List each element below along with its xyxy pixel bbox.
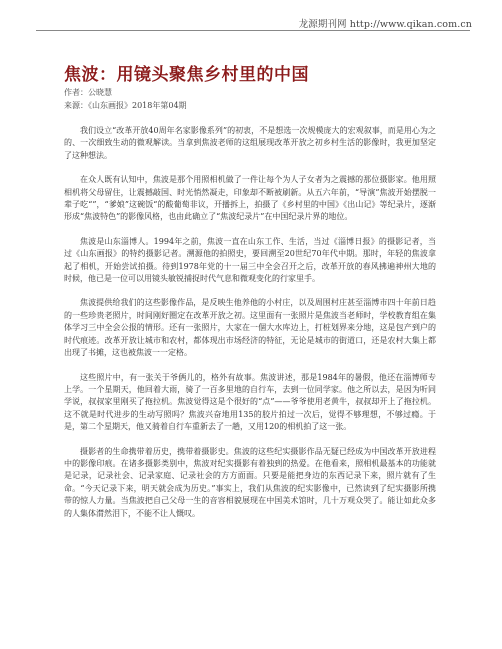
article-body — [64, 125, 436, 532]
paragraph: 在众人既有认知中，焦波是那个用照相机做了一件让每个为人子女者为之震撼的那位摄影家。他用照相机将父母留住，让震撼敲国、时光悄然凝走，印象却不断被刷新。从五六年前，“导演”焦波开始摆脱一辈子吃“”，“爹娘”这碗饭“的酸葡萄非议，开播拆上，拍摄了《乡村里的中国》《出山记》等纪录片，逐渐形成“焦波特色”的影像风格，也由此确立了“焦波纪录片”在中国纪录片界的地位。 — [64, 175, 436, 222]
paragraph: 摄影者的生命携带着历史，携带着摄影史。焦波的这些纪实摄影作品无疑已经成为中国改革开放进程中的影像印痕。在诸多摄影类别中，焦波对纪实摄影有着独到的热爱。在他看来，照相机最基本的功能就是记录，记录社会、记录家庭、记录社会的方方面面。只要是能把身边的东西记录下来，照片就有了生命。“今天记录下来，明天就会成为历史。”事实上，我们从焦波的纪实影像中，已然读到了纪实摄影所携带的惊人力量。当焦波把自己父母一生的音容相貌展现在中国美术馆时，几十万观众哭了。能让如此众多的人集体潸然泪下，不能不让人慨叹。 — [64, 446, 436, 518]
paragraph: 我们设立“改革开放40周年名家影像系列”的初衷，不是想选一次规模庞大的宏观叙事，而是用心为之的、一次细致生动的微观解读。当拿到焦波老师的这组展现改革开放之初乡村生活的影像时，我更加坚定了这种想法。 — [64, 126, 436, 160]
article-author: 作者：公晓慧 — [64, 88, 112, 97]
article-source: 来源：《山东画报》2018年第04期 — [64, 101, 187, 110]
paragraph: 焦波是山东淄博人。1994年之前，焦波一直在山东工作、生活，当过《淄博日报》的摄影记者，当过《山东画报》的特约摄影记者。溯源他的拍照史，要回溯至20世纪70年代中期。那时，年轻的焦波拿起了相机，开始尝试拍摄。待到1978年党的十一届三中全会召开之后，改革开放的春风拂遍神州大地的时候，他已是一位可以用镜头敏锐捕捉时代气息和微观变化的行家里手。 — [64, 236, 436, 284]
header-divider — [36, 30, 470, 31]
header-site-name[interactable]: 龙源期刊网 http://www.qikan.com.cn — [298, 19, 472, 30]
article-title: 焦波：用镜头聚焦乡村里的中国 — [64, 65, 309, 85]
paragraph: 这些照片中，有一张关于爷俩儿的，格外有故事。焦波讲述，那是1984年的暑假，他还在淄博师专上学。一个星期天，他回着大雨，骑了一百多里地的自行车，去到一位同学家。他之所以去，是因为听同学说，叔叔家里刚买了拖拉机。焦波觉得这是个很好的“点”——爷爷使用老黄牛，叔叔却开上了拖拉机。这不就是时代进步的生动写照吗？焦波兴奋地用135的胶片拍过一次后，觉得不够理想，不够过瘾。于是，第二个星期天，他又骑着自行车重新去了一趟，又用120的相机拍了这一张。 — [64, 372, 436, 432]
paragraph: 焦波提供给我们的这些影像作品，是反映生他养他的小村庄，以及周围村庄甚至淄博市四十年前日趋的一些珍贵老照片，时间刚好圈定在改革开放之初。这里面有一张照片是焦波当老师时，学校教育组在集体学习三中全会公报的情形。还有一张照片，大家在一個大水库边上，打桩划界来分地，这是包产到户的时代痕迹。改革开放让城市和农村，都体现出市场经济的特征，无论是城市的街道口，还是农村大集上都出现了书摊，这也被焦波一一定格。 — [64, 298, 436, 358]
